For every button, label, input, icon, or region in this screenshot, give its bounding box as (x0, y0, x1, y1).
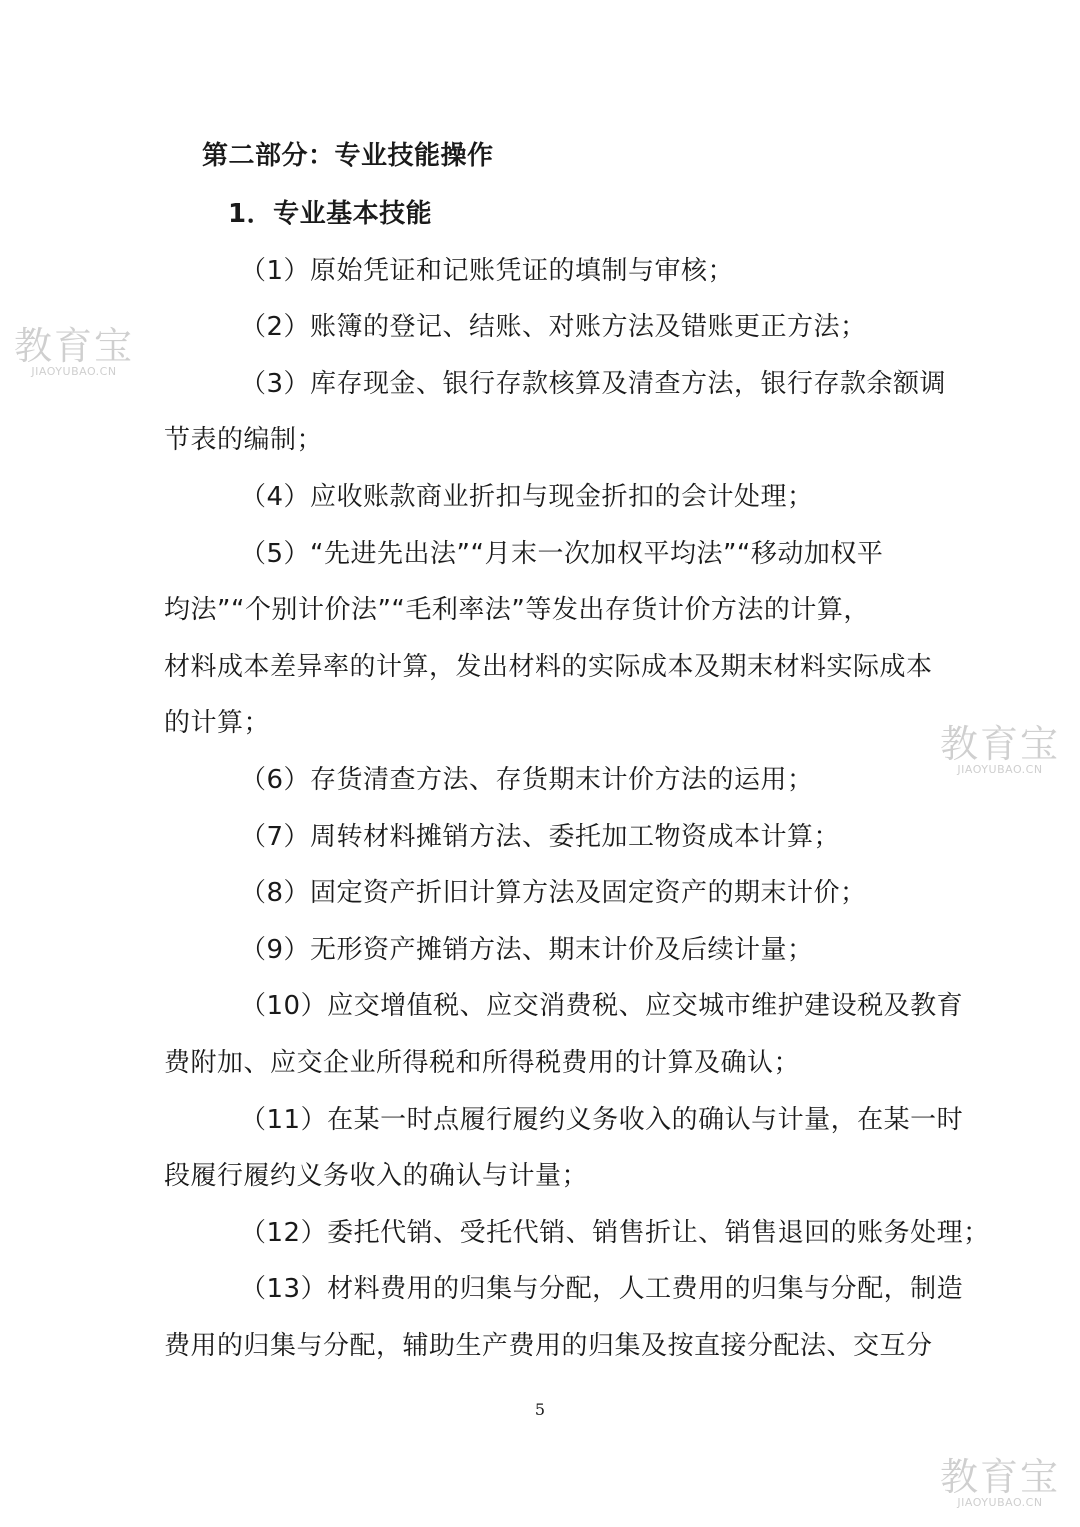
text-line: （10）应交增值税、应交消费税、应交城市维护建设税及教育 (240, 991, 964, 1021)
text-line: 材料成本差异率的计算，发出材料的实际成本及期末材料实际成本 (164, 652, 933, 682)
watermark-logo: 教育宝 JIAOYUBAO.CN (14, 324, 135, 378)
text-line: 段履行履约义务收入的确认与计量； (164, 1161, 589, 1191)
text-line: （11）在某一时点履行履约义务收入的确认与计量，在某一时 (240, 1105, 964, 1135)
text-line: （7）周转材料摊销方法、委托加工物资成本计算； (240, 822, 841, 852)
text-line: 费附加、应交企业所得税和所得税费用的计算及确认； (164, 1048, 801, 1078)
text-line: （3）库存现金、银行存款核算及清查方法，银行存款余额调 (240, 369, 947, 399)
text-line: （12）委托代销、受托代销、销售折让、销售退回的账务处理； (240, 1218, 990, 1248)
text-line: （4）应收账款商业折扣与现金折扣的会计处理； (240, 482, 814, 512)
page-number: 5 (534, 1400, 546, 1419)
text-line: 均法”“个别计价法”“毛利率法”等发出存货计价方法的计算， (164, 595, 870, 625)
text-line: （2）账簿的登记、结账、对账方法及错账更正方法； (240, 312, 867, 342)
section-title: 第二部分：专业技能操作 (202, 141, 494, 171)
text-line: （13）材料费用的归集与分配，人工费用的归集与分配，制造 (240, 1274, 964, 1304)
text-line: 节表的编制； (164, 425, 324, 455)
text-line: 的计算； (164, 708, 271, 738)
text-line: （6）存货清查方法、存货期末计价方法的运用； (240, 765, 814, 795)
watermark-logo: 教育宝 JIAOYUBAO.CN (940, 1455, 1061, 1509)
text-line: （8）固定资产折旧计算方法及固定资产的期末计价； (240, 878, 867, 908)
watermark-logo: 教育宝 JIAOYUBAO.CN (940, 722, 1061, 776)
text-line: （1）原始凭证和记账凭证的填制与审核； (240, 256, 735, 286)
subsection-title: 1．专业基本技能 (228, 199, 433, 229)
text-line: （9）无形资产摊销方法、期末计价及后续计量； (240, 935, 814, 965)
text-line: （5）“先进先出法”“月末一次加权平均法”“移动加权平 (240, 539, 884, 569)
text-line: 费用的归集与分配，辅助生产费用的归集及按直接分配法、交互分 (164, 1331, 933, 1361)
